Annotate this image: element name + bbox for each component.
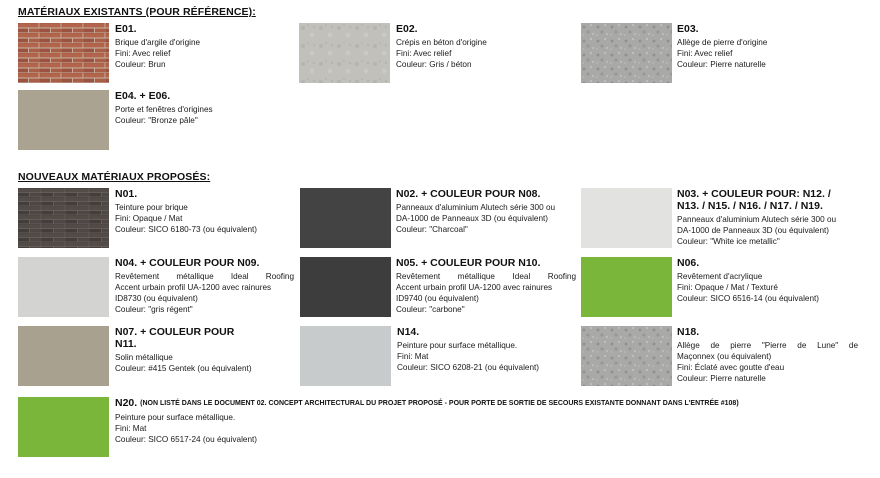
concrete-swatch — [299, 23, 390, 83]
material-finish: Fini: Avec relief — [115, 49, 171, 58]
material-desc: Maçonnex (ou équivalent) — [677, 352, 772, 361]
stone-swatch — [581, 23, 672, 83]
material-desc: Crépis en béton d'origine — [396, 38, 487, 47]
material-code: N20. — [115, 397, 138, 409]
light-grey-swatch — [18, 257, 109, 317]
material-color: Couleur: "gris régent" — [115, 305, 193, 314]
bronze-swatch — [18, 90, 109, 150]
material-finish: Fini: Avec relief — [396, 49, 452, 58]
material-code: E01. — [115, 23, 137, 35]
material-desc: Accent urbain profil UA-1200 avec rainures — [396, 283, 553, 292]
material-color: Couleur: Pierre naturelle — [677, 60, 766, 69]
material-code: N03. + COULEUR POUR: N12. / — [677, 188, 831, 200]
material-code: E02. — [396, 23, 418, 35]
material-code: N04. + COULEUR POUR N09. — [115, 257, 260, 269]
material-desc: Brique d'argile d'origine — [115, 38, 201, 47]
dark-brick-swatch — [18, 188, 109, 248]
material-finish: Fini: Opaque / Mat / Texturé — [677, 283, 778, 292]
material-code: N07. + COULEUR POUR N11. — [115, 326, 235, 350]
material-desc: Revêtement métallique Ideal Roofing — [115, 272, 294, 281]
material-code: N05. + COULEUR POUR N10. — [396, 257, 541, 269]
material-code: N14. — [397, 326, 420, 338]
material-desc: Peinture pour surface métallique. — [115, 413, 236, 422]
existing-materials-heading: MATÉRIAUX EXISTANTS (POUR RÉFÉRENCE): — [18, 6, 256, 18]
material-desc: ID9740 (ou équivalent) — [396, 294, 479, 303]
material-desc: DA-1000 de Panneaux 3D (ou équivalent) — [396, 214, 549, 223]
material-desc: Allège de pierre "Pierre de Lune" de — [677, 341, 858, 350]
moon-stone-swatch — [581, 326, 672, 386]
gentek-swatch — [18, 326, 109, 386]
material-code: N13. / N15. / N16. / N17. / N19. — [677, 200, 823, 212]
material-finish: Fini: Éclaté avec goutte d'eau — [677, 363, 785, 372]
material-code: E03. — [677, 23, 699, 35]
charcoal-swatch — [300, 188, 391, 248]
material-note: (NON LISTÉ DANS LE DOCUMENT 02. CONCEPT ARCHITECTURAL DU PROJET PROPOSÉ - POUR PORTE DE SORTIE DE SECOURS EXISTANTE DONNANT DANS L'ENTRÉE #108) — [140, 400, 739, 407]
material-color: Couleur: Pierre naturelle — [677, 374, 766, 383]
material-desc: Panneaux d'aluminium Alutech série 300 ou — [396, 203, 556, 212]
green-swatch — [581, 257, 672, 317]
material-desc: Revêtement métallique Ideal Roofing — [396, 272, 576, 281]
material-desc: Solin métallique — [115, 353, 173, 362]
material-code: N06. — [677, 257, 700, 269]
material-color: Couleur: "White ice metallic" — [677, 237, 780, 246]
material-color: Couleur: "carbone" — [396, 305, 465, 314]
material-color: Couleur: SICO 6516-14 (ou équivalent) — [677, 294, 819, 303]
material-code: N02. + COULEUR POUR N08. — [396, 188, 541, 200]
material-desc: Panneaux d'aluminium Alutech série 300 ou — [677, 215, 837, 224]
material-desc: Revêtement d'acrylique — [677, 272, 763, 281]
material-finish: Fini: Avec relief — [677, 49, 733, 58]
material-finish: Fini: Mat — [397, 352, 429, 361]
brick-swatch — [18, 23, 109, 83]
material-color: Couleur: SICO 6208-21 (ou équivalent) — [397, 363, 539, 372]
material-desc: Allège de pierre d'origine — [677, 38, 768, 47]
white-ice-swatch — [581, 188, 672, 248]
dark-metal-swatch — [300, 257, 391, 317]
material-color: Couleur: Brun — [115, 60, 166, 69]
material-desc: ID8730 (ou équivalent) — [115, 294, 198, 303]
material-code: E04. + E06. — [115, 90, 171, 102]
material-color: Couleur: "Charcoal" — [396, 225, 468, 234]
material-color: Couleur: #415 Gentek (ou équivalent) — [115, 364, 252, 373]
material-desc: Peinture pour surface métallique. — [397, 341, 518, 350]
material-desc: Teinture pour brique — [115, 203, 188, 212]
material-code: N18. — [677, 326, 700, 338]
material-desc: Porte et fenêtres d'origines — [115, 105, 213, 114]
material-color: Couleur: SICO 6517-24 (ou équivalent) — [115, 435, 257, 444]
material-color: Couleur: "Bronze pâle" — [115, 116, 198, 125]
material-finish: Fini: Mat — [115, 424, 147, 433]
light-blue-grey-swatch — [300, 326, 391, 386]
material-code: N01. — [115, 188, 138, 200]
material-color: Couleur: Gris / béton — [396, 60, 472, 69]
material-desc: Accent urbain profil UA-1200 avec rainures — [115, 283, 272, 292]
material-color: Couleur: SICO 6180-73 (ou équivalent) — [115, 225, 257, 234]
material-desc: DA-1000 de Panneaux 3D (ou équivalent) — [677, 226, 830, 235]
new-materials-heading: NOUVEAUX MATÉRIAUX PROPOSÉS: — [18, 171, 211, 183]
material-finish: Fini: Opaque / Mat — [115, 214, 183, 223]
green-swatch — [18, 397, 109, 457]
